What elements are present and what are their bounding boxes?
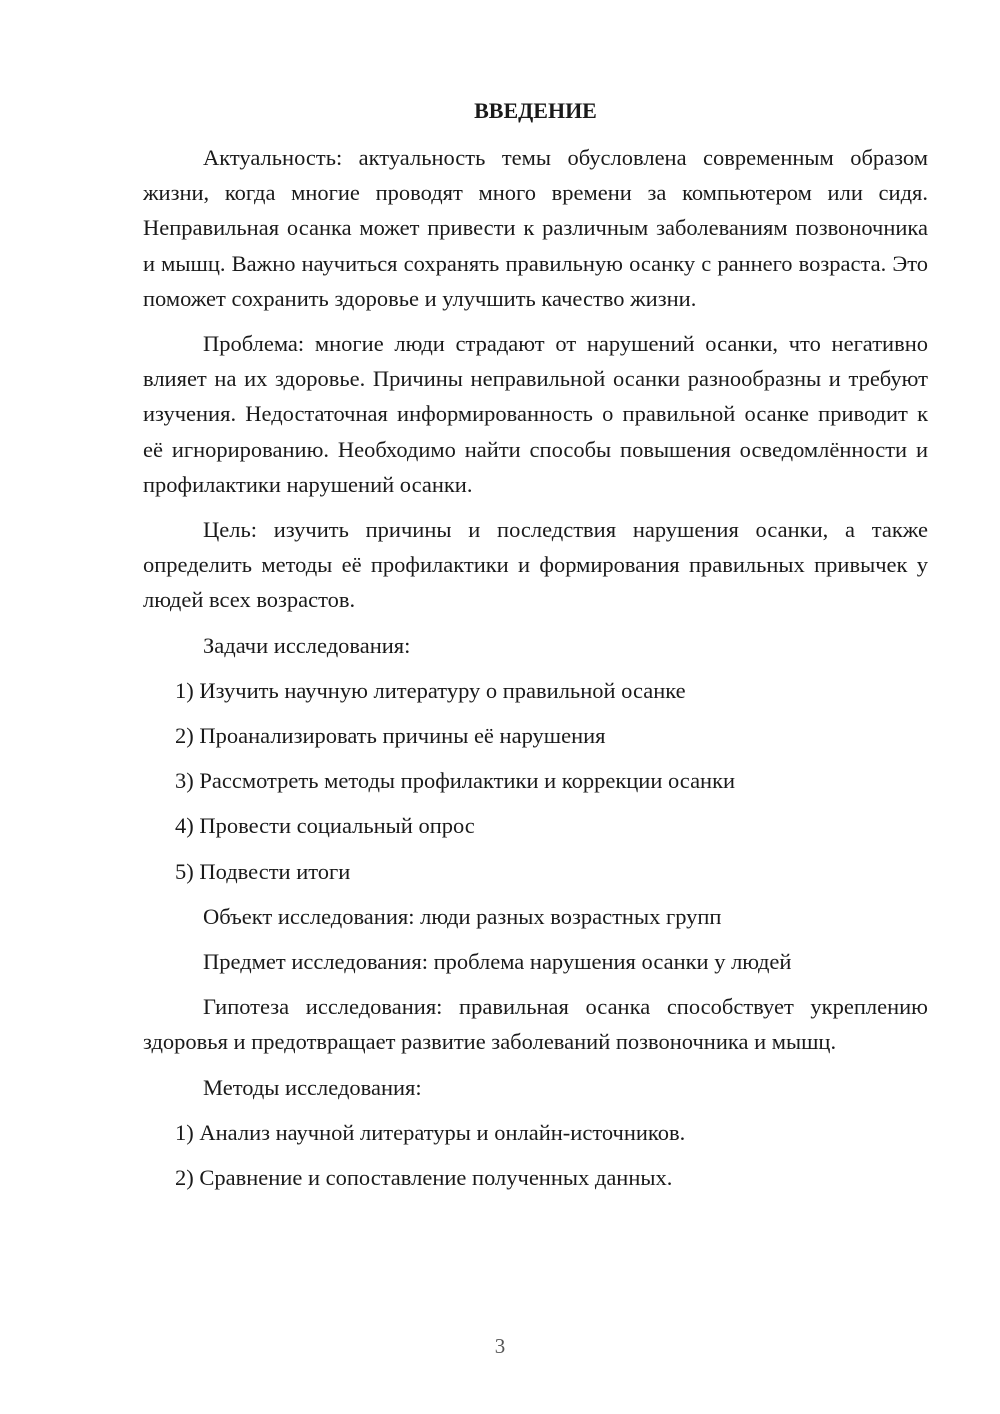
problem-paragraph: Проблема: многие люди страдают от нарушений осанки, что негативно влияет на их здоровье. Причины неправильной осанки разнообразны и требуют изучения. Недостаточная информированность о правильной осанке приводит к её игнорированию. Необходимо найти способы повышения осведомлённости и профилактики нарушений осанки. bbox=[143, 331, 928, 497]
subject-line: Предмет исследования: проблема нарушения осанки у людей bbox=[203, 949, 792, 975]
task-item: 2) Проанализировать причины её нарушения bbox=[175, 723, 606, 749]
task-item: 1) Изучить научную литературу о правильной осанке bbox=[175, 677, 686, 703]
tasks-list bbox=[143, 673, 928, 889]
goal-paragraph: Цель: изучить причины и последствия нарушения осанки, а также определить методы её профилактики и формирования правильных привычек у людей всех возрастов. bbox=[143, 517, 928, 613]
task-item: 3) Рассмотреть методы профилактики и коррекции осанки bbox=[175, 768, 736, 794]
tasks-heading: Задачи исследования: bbox=[203, 632, 411, 658]
method-item: 2) Сравнение и сопоставление полученных данных. bbox=[175, 1165, 673, 1191]
methods-heading: Методы исследования: bbox=[203, 1074, 422, 1100]
task-item: 4) Провести социальный опрос bbox=[175, 813, 475, 839]
page-content bbox=[143, 94, 928, 1205]
methods-list bbox=[143, 1115, 928, 1195]
task-item: 5) Подвести итоги bbox=[175, 858, 351, 884]
method-item: 1) Анализ научной литературы и онлайн-источников. bbox=[175, 1119, 686, 1145]
relevance-paragraph: Актуальность: актуальность темы обусловлена современным образом жизни, когда многие проводят много времени за компьютером или сидя. Неправильная осанка может привести к различным заболеваниям позвоночника и мышц. Важно научиться сохранять правильную осанку с раннего возраста. Это поможет сохранить здоровье и улучшить качество жизни. bbox=[143, 145, 928, 311]
hypothesis-paragraph: Гипотеза исследования: правильная осанка способствует укреплению здоровья и предотвращает развитие заболеваний позвоночника и мышц. bbox=[143, 994, 928, 1055]
section-title: ВВЕДЕНИЕ bbox=[474, 98, 597, 123]
page-number: 3 bbox=[494, 1334, 506, 1358]
object-line: Объект исследования: люди разных возрастных групп bbox=[203, 903, 722, 929]
